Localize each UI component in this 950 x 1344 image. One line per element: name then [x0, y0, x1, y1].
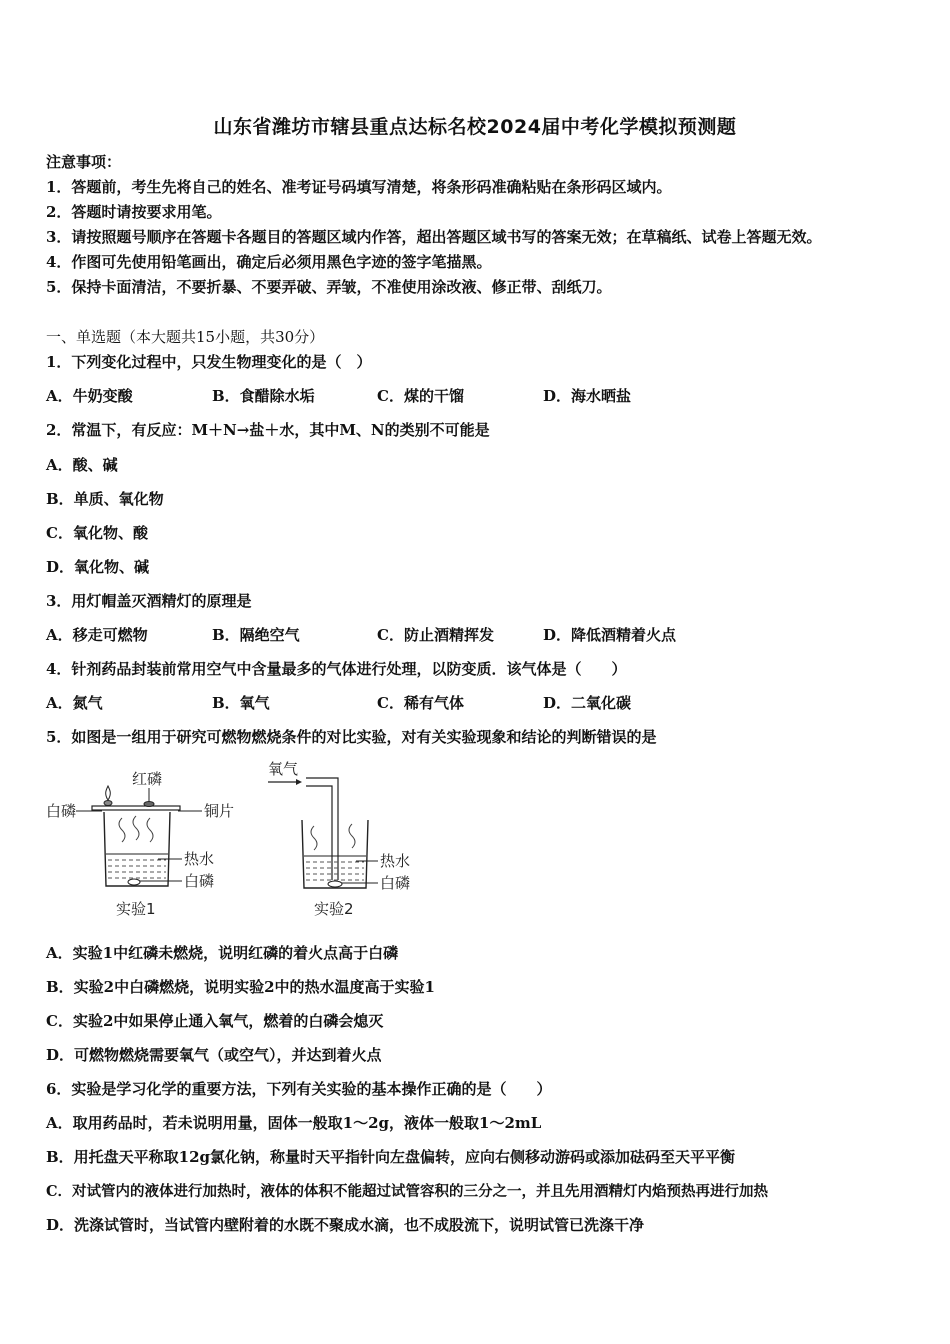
q4-option-a: A．氮气: [46, 694, 103, 712]
notice-item: 4．作图可先使用铅笔画出，确定后必须用黑色字迹的签字笔描黑。: [46, 253, 492, 271]
q2-option-d: D．氧化物、碱: [46, 558, 150, 576]
q3-option-d: D．降低酒精着火点: [543, 626, 677, 644]
q2-option-b: B．单质、氧化物: [46, 490, 164, 508]
q2-option-a: A．酸、碱: [46, 456, 118, 474]
section-heading: 一、单选题（本大题共15小题，共30分）: [46, 328, 325, 346]
question-stem-4: 4．针剂药品封装前常用空气中含量最多的气体进行处理，以防变质．该气体是（ ）: [46, 660, 627, 678]
exp1-red-phosphorus-label: 红磷: [132, 770, 163, 788]
q6-option-c: C．对试管内的液体进行加热时，液体的体积不能超过试管容积的三分之一，并且先用酒精灯内焰预热再进行加热: [46, 1183, 769, 1200]
q6-option-a: A．取用药品时，若未说明用量，固体一般取1～2g，液体一般取1～2mL: [46, 1114, 542, 1132]
notice-item: 5．保持卡面清洁，不要折暴、不要弄破、弄皱，不准使用涂改液、修正带、刮纸刀。: [46, 278, 612, 296]
experiment-2-diagram: [262, 752, 432, 928]
question-stem-5: 5．如图是一组用于研究可燃物燃烧条件的对比实验，对有关实验现象和结论的判断错误的是: [46, 728, 657, 746]
q5-option-d: D．可燃物燃烧需要氧气（或空气），并达到着火点: [46, 1046, 382, 1064]
q4-option-b: B．氧气: [212, 694, 270, 712]
exp2-caption: 实验2: [314, 900, 354, 918]
q4-option-c: C．稀有气体: [377, 694, 464, 712]
question-stem-6: 6．实验是学习化学的重要方法，下列有关实验的基本操作正确的是（ ）: [46, 1080, 552, 1098]
q5-option-a: A．实验1中红磷未燃烧，说明红磷的着火点高于白磷: [46, 944, 399, 962]
notice-heading: 注意事项：: [46, 153, 122, 171]
q3-option-b: B．隔绝空气: [212, 626, 300, 644]
q4-option-d: D．二氧化碳: [543, 694, 632, 712]
exp2-hot-water-label: 热水: [380, 852, 411, 870]
question-stem-1: 1．下列变化过程中，只发生物理变化的是（ ）: [46, 353, 372, 371]
notice-item: 3．请按照题号顺序在答题卡各题目的答题区域内作答，超出答题区域书写的答案无效；在草稿纸、试卷上答题无效。: [46, 228, 822, 246]
q3-option-c: C．防止酒精挥发: [377, 626, 494, 644]
q1-option-d: D．海水晒盐: [543, 387, 632, 405]
exp1-hot-water-label: 热水: [184, 850, 215, 868]
q1-option-a: A．牛奶变酸: [46, 387, 133, 405]
q5-option-c: C．实验2中如果停止通入氧气，燃着的白磷会熄灭: [46, 1012, 384, 1030]
q2-option-c: C．氧化物、酸: [46, 524, 148, 542]
page-title: 山东省潍坊市辖县重点达标名校2024届中考化学模拟预测题: [213, 116, 737, 138]
experiment-1-diagram: [44, 758, 254, 928]
q6-option-d: D．洗涤试管时，当试管内壁附着的水既不聚成水滴，也不成股流下，说明试管已洗涤干净: [46, 1216, 645, 1234]
question-stem-3: 3．用灯帽盖灭酒精灯的原理是: [46, 592, 252, 610]
question-stem-2: 2．常温下，有反应：M＋N→盐＋水，其中M、N的类别不可能是: [46, 421, 490, 439]
exp1-white-phosphorus-top-label: 白磷: [46, 802, 77, 820]
q1-option-c: C．煤的干馏: [377, 387, 464, 405]
exp2-oxygen-label: 氧气: [268, 760, 299, 778]
exp2-white-phosphorus-label: 白磷: [380, 874, 411, 892]
exp1-copper-label: 铜片: [204, 802, 235, 820]
q6-option-b: B．用托盘天平称取12g氯化钠，称量时天平指针向左盘偏转，应向右侧移动游码或添加砝码至天平平衡: [46, 1148, 736, 1166]
q1-option-b: B．食醋除水垢: [212, 387, 315, 405]
notice-item: 1．答题前，考生先将自己的姓名、准考证号码填写清楚，将条形码准确粘贴在条形码区域内。: [46, 178, 672, 196]
q3-option-a: A．移走可燃物: [46, 626, 148, 644]
q5-option-b: B．实验2中白磷燃烧，说明实验2中的热水温度高于实验1: [46, 978, 435, 996]
exp1-white-phosphorus-bottom-label: 白磷: [184, 872, 215, 890]
notice-item: 2．答题时请按要求用笔。: [46, 203, 222, 221]
exp1-caption: 实验1: [116, 900, 156, 918]
